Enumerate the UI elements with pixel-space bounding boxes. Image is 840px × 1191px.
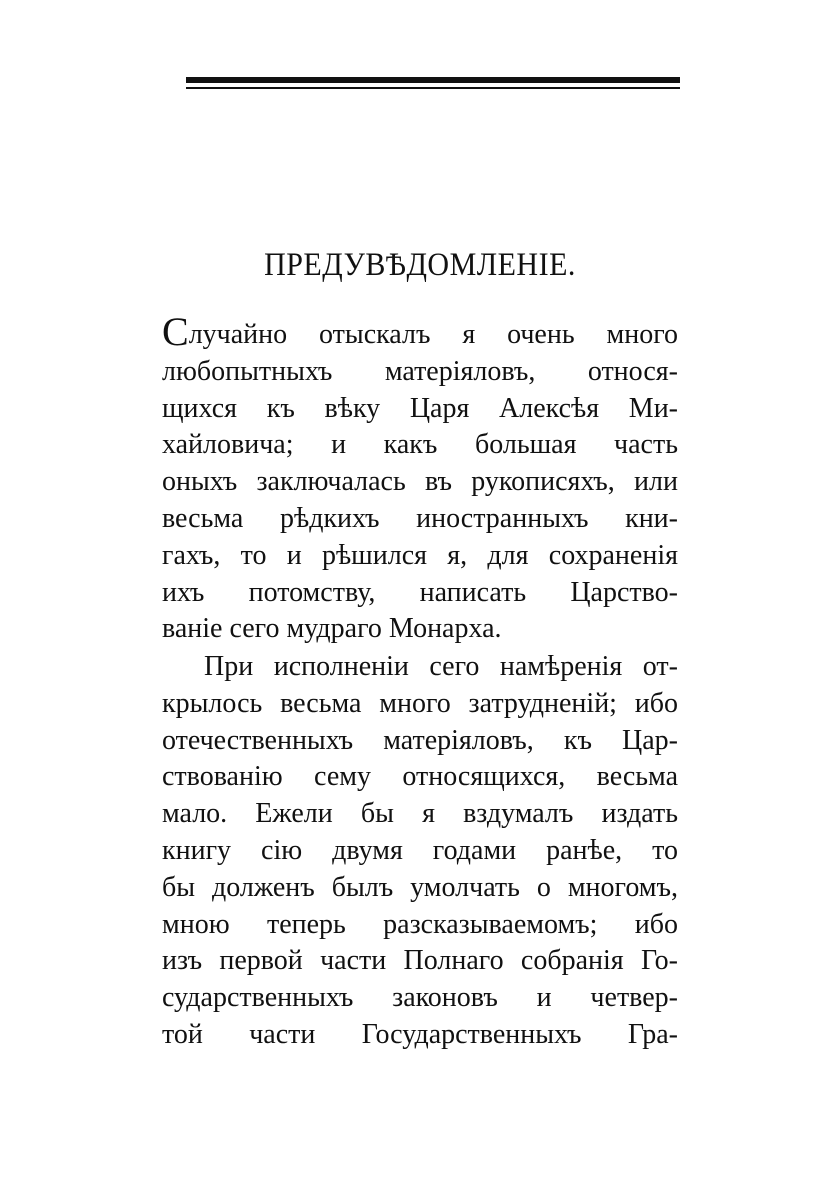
- paragraph-2: [162, 649, 678, 1054]
- text-line: оныхъ заключалась въ рукописяхъ, или: [162, 466, 678, 498]
- text-line: крылось весьма много затрудненій; ибо: [162, 687, 678, 719]
- text-line: бы долженъ былъ умолчать о многомъ,: [162, 871, 678, 903]
- text-line: ваніе сего мудраго Монарха.: [162, 613, 502, 645]
- page-heading: ПРЕДУВѢДОМЛЕНІЕ.: [264, 246, 576, 283]
- text-line: книгу сію двумя годами ранѣе, то: [162, 834, 678, 866]
- text-line: [162, 309, 678, 354]
- text-line: ствованію сему относящихся, весьма: [162, 761, 678, 793]
- text-line: щихся къ вѣку Царя Алексѣя Ми-: [162, 392, 678, 424]
- text-line: сударственныхъ законовъ и четвер-: [162, 982, 678, 1014]
- text-line: мною теперь разсказываемомъ; ибо: [162, 908, 678, 940]
- text-line: отечественныхъ матеріяловъ, къ Цар-: [162, 724, 678, 756]
- text-line: изъ первой части Полнаго собранія Го-: [162, 945, 678, 977]
- text-line: гахъ, то и рѣшился я, для сохраненія: [162, 539, 678, 571]
- text-line: мало. Ежели бы я вздумалъ издать: [162, 798, 678, 830]
- text-line-rest: лучайно отыскалъ я очень много: [188, 319, 678, 350]
- paragraph-1: [162, 309, 678, 648]
- header-rule-thin: [186, 87, 680, 89]
- text-line: любопытныхъ матеріяловъ, относя-: [162, 355, 678, 387]
- text-line: ихъ потомству, написать Царство-: [162, 576, 678, 608]
- text-line: той части Государственныхъ Гра-: [162, 1018, 678, 1050]
- text-line: При исполненіи сего намѣренія от-: [204, 651, 678, 682]
- text-line: весьма рѣдкихъ иностранныхъ кни-: [162, 502, 678, 534]
- header-rule-thick: [186, 77, 680, 83]
- text-line: хайловича; и какъ большая часть: [162, 429, 678, 461]
- drop-cap: С: [162, 309, 189, 354]
